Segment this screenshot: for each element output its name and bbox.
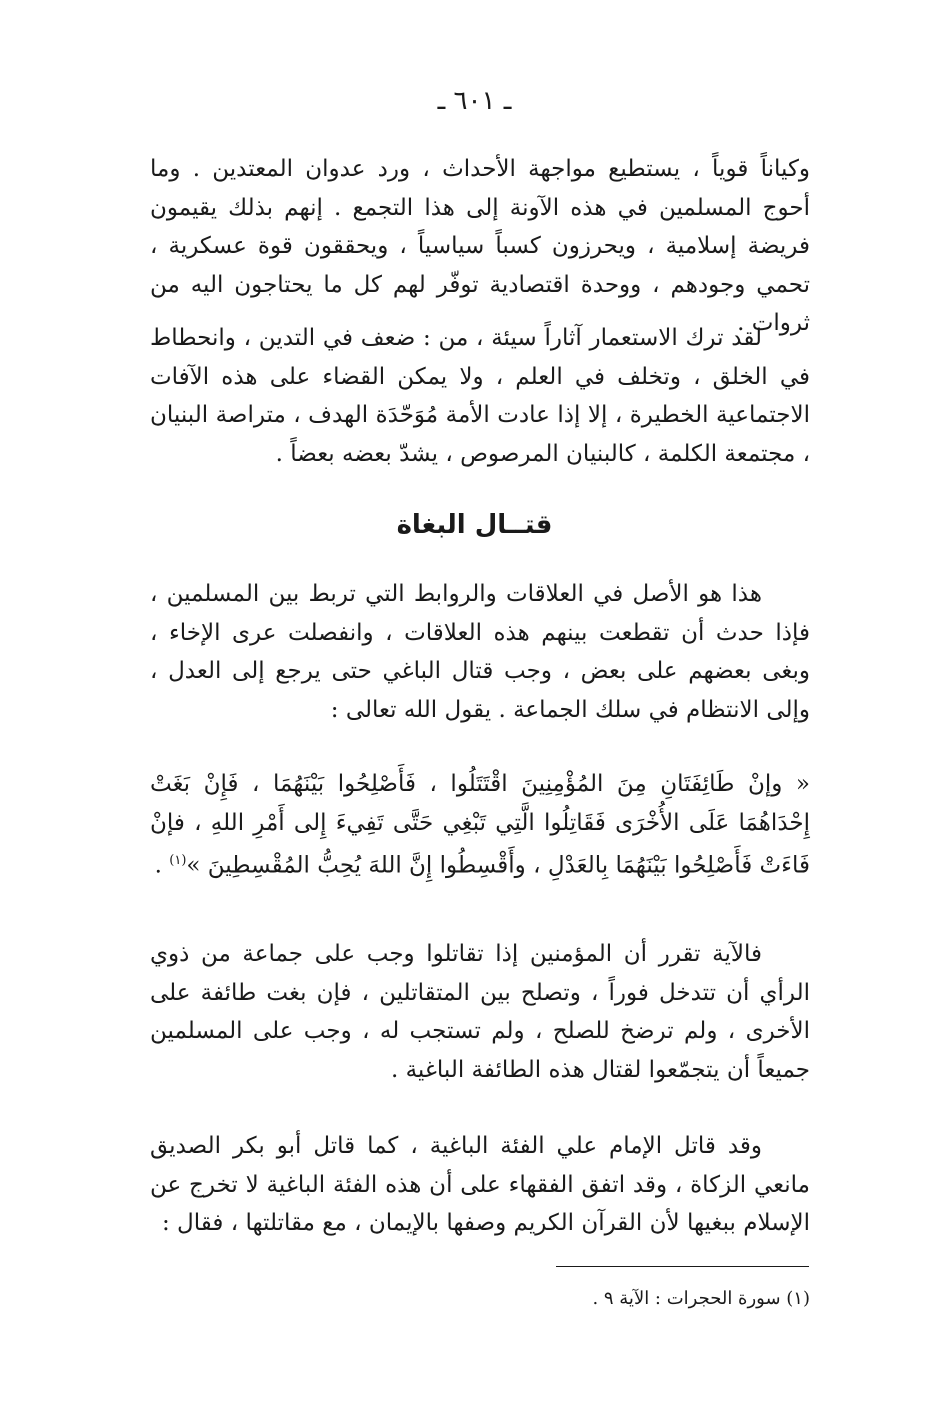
- paragraph-3: [150, 575, 810, 729]
- verse-body: « وإنْ طَائِفَتَانِ مِنَ المُؤْمِنِينَ اقْتَتَلُوا ، فَأَصْلِحُوا بَيْنَهُمَا ، فَإِنْ بَغَتْ إِحْدَاهُمَا عَلَى الأُخْرَى فَقَاتِلُوا الَّتِي تَبْغِي حَتَّى تَفِيءَ إِلى أَمْرِ اللهِ ، فإنْ فَاءَتْ فَأَصْلِحُوا بَيْنَهُمَا بِالعَدْلِ ، وأَقْسِطُوا إِنَّ اللهَ يُحِبُّ المُقْسِطِينَ »: [150, 771, 810, 879]
- paragraph-5-text: وقد قاتل الإمام علي الفئة الباغية ، كما قاتل أبو بكر الصديق مانعي الزكاة ، وقد اتفق الفقهاء على أن هذه الفئة الباغية لا تخرج عن الإسلام ببغيها لأن القرآن الكريم وصفها بالإيمان ، مع مقاتلتها ، فقال :: [150, 1133, 810, 1236]
- footnote-reference: (١): [169, 853, 187, 868]
- verse-end: .: [154, 852, 170, 879]
- paragraph-3-text: هذا هو الأصل في العلاقات والروابط التي تربط بين المسلمين ، فإذا حدث أن تقطعت بينهم هذه العلاقات ، وانفصلت عرى الإخاء ، وبغى بعضهم على بعض ، وجب قتال الباغي حتى يرجع إلى العدل ، وإلى الانتظام في سلك الجماعة . يقول الله تعالى :: [150, 581, 810, 723]
- paragraph-2-text: لقد ترك الاستعمار آثاراً سيئة ، من : ضعف في التدين ، وانحطاط في الخلق ، وتخلف في العلم ، ولا يمكن القضاء على هذه الآفات الاجتماعية الخطيرة ، إلا إذا عادت الأمة مُوَحّدَة الهدف ، متراصة البنيان ، مجتمعة الكلمة ، كالبنيان المرصوص ، يشدّ بعضه بعضاً .: [150, 325, 810, 467]
- page-number: ـ ٦٠١ ـ: [437, 86, 512, 116]
- paragraph-4: [150, 935, 810, 1089]
- quran-verse: [150, 765, 810, 885]
- paragraph-4-text: فالآية تقرر أن المؤمنين إذا تقاتلوا وجب على جماعة من ذوي الرأي أن تتدخل فوراً ، وتصلح بين المتقاتلين ، فإن بغت طائفة على الأخرى ، ولم ترضخ للصلح ، ولم تستجب له ، وجب على المسلمين جميعاً أن يتجمّعوا لقتال هذه الطائفة الباغية .: [150, 941, 810, 1083]
- section-heading: قتــال البغاة: [396, 510, 553, 540]
- quran-verse-text: [150, 765, 810, 885]
- paragraph-5: [150, 1127, 810, 1243]
- footnote: (١) سورة الحجرات : الآية ٩ .: [592, 1288, 810, 1309]
- paragraph-2: [150, 319, 810, 473]
- paragraph-1-text: وكياناً قوياً ، يستطيع مواجهة الأحداث ، ورد عدوان المعتدين . وما أحوج المسلمين في هذه الآونة إلى هذا التجمع . إنهم بذلك يقيمون فريضة إسلامية ، ويحرزون كسباً سياسياً ، ويحققون قوة عسكرية ، تحمي وجودهم ، ووحدة اقتصادية توفّر لهم كل ما يحتاجون اليه من ثروات .: [150, 156, 810, 336]
- footnote-divider: [556, 1266, 809, 1267]
- paragraph-1: [150, 150, 810, 343]
